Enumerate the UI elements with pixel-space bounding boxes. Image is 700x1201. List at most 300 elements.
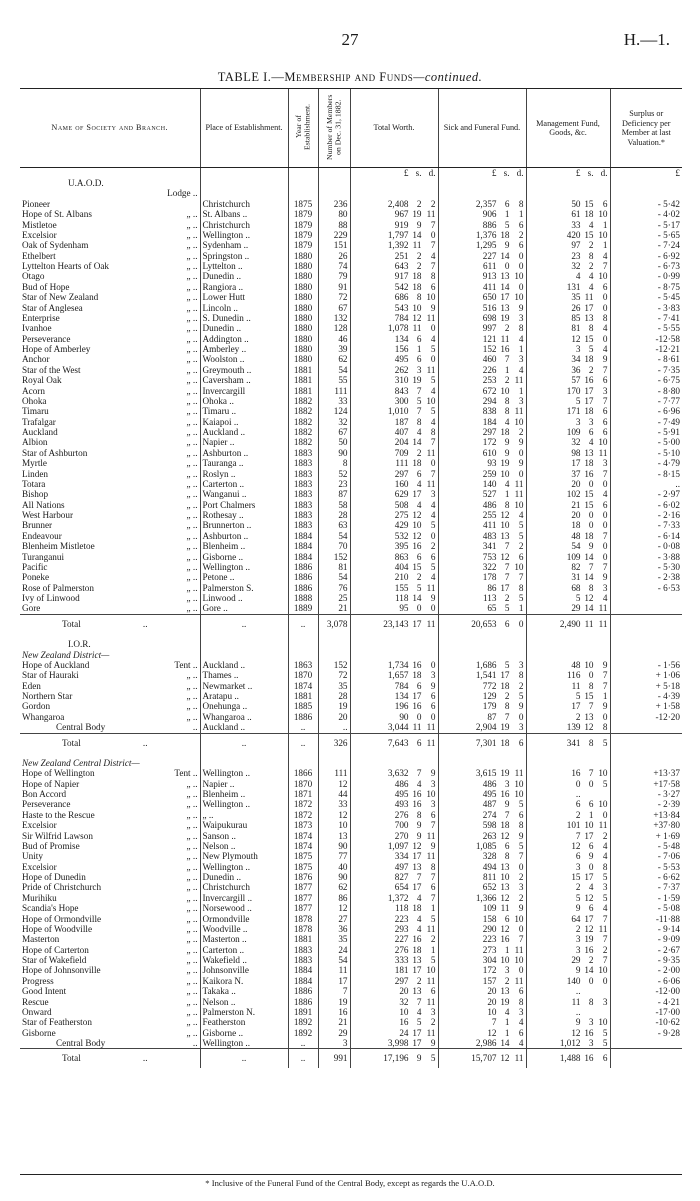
members-cell: 152 bbox=[318, 660, 350, 670]
total-worth-cell bbox=[350, 1007, 438, 1017]
surplus-cell: - 5·53 bbox=[610, 862, 682, 872]
total-worth-cell-d: 7 bbox=[430, 872, 436, 882]
place-cell: Amberley .. bbox=[200, 344, 288, 354]
total-worth-cell bbox=[350, 712, 438, 722]
sick-funeral-cell bbox=[438, 976, 526, 986]
branch-name-cell bbox=[20, 820, 200, 830]
management-sum bbox=[526, 614, 610, 633]
sick-funeral-cell bbox=[438, 593, 526, 603]
management-cell bbox=[526, 365, 610, 375]
total-worth-cell-d: 7 bbox=[430, 240, 436, 251]
total-label: Total bbox=[62, 618, 81, 629]
total-worth-cell-d: 3 bbox=[430, 670, 436, 681]
surplus-cell: +37·80 bbox=[610, 820, 682, 830]
sick-funeral-cell-d: 3 bbox=[518, 882, 524, 893]
total-worth-cell bbox=[350, 1038, 438, 1049]
members-cell: 58 bbox=[318, 500, 350, 510]
sick-funeral-cell-s: 5 bbox=[504, 603, 510, 614]
sick-funeral-cell-s: 1 bbox=[504, 209, 510, 220]
management-cell-l: 109 bbox=[566, 427, 581, 437]
table-row bbox=[20, 882, 682, 892]
table-row bbox=[20, 872, 682, 882]
table-row bbox=[20, 396, 682, 406]
management-cell bbox=[526, 670, 610, 680]
total-worth-cell bbox=[350, 681, 438, 691]
sick-funeral-cell-l: 772 bbox=[482, 680, 497, 691]
surplus-cell: - 8·15 bbox=[610, 469, 682, 479]
surplus-cell: - 5·10 bbox=[610, 448, 682, 458]
sick-funeral-cell-s: 5 bbox=[504, 219, 510, 230]
sick-funeral-cell-d: 10 bbox=[514, 292, 524, 303]
branch-name-cell bbox=[20, 448, 200, 458]
total-worth-cell-s: 7 bbox=[416, 996, 422, 1007]
total-worth-cell-s: 10 bbox=[412, 302, 422, 313]
management-cell-s: 13 bbox=[584, 711, 594, 722]
management-cell-l: 6 bbox=[575, 799, 581, 810]
management-cell-s: 11 bbox=[584, 292, 594, 303]
total-worth-cell-d: 0 bbox=[430, 323, 436, 334]
management-cell-d: 4 bbox=[602, 323, 608, 334]
management-cell-s: 9 bbox=[588, 541, 594, 552]
total-row bbox=[20, 733, 682, 752]
total-worth-cell-s: 4 bbox=[416, 892, 422, 903]
management-cell-d: 1 bbox=[602, 240, 608, 251]
members-cell: 54 bbox=[318, 572, 350, 582]
ditto-mark: „ .. bbox=[186, 551, 198, 562]
sick-funeral-cell-s: 9 bbox=[504, 447, 510, 458]
sick-funeral-cell bbox=[438, 914, 526, 924]
total-worth-cell-s: 4 bbox=[416, 913, 422, 924]
year-cell: 1881 bbox=[288, 386, 318, 396]
management-cell-d: 10 bbox=[598, 965, 608, 976]
management-cell-d: 7 bbox=[602, 670, 608, 681]
total-worth-cell-l: 1,078 bbox=[387, 323, 409, 334]
sick-funeral-cell-s: 1 bbox=[504, 364, 510, 375]
management-cell bbox=[526, 955, 610, 965]
branch-name: Bud of Promise bbox=[22, 840, 80, 851]
management-cell-d: 5 bbox=[602, 778, 608, 789]
total-worth-sum-l: 17,196 bbox=[383, 1053, 409, 1064]
management-cell-l: 102 bbox=[566, 489, 581, 500]
management-cell-d: 7 bbox=[602, 468, 608, 479]
total-worth-cell-d: 5 bbox=[430, 375, 436, 386]
management-cell-s: 18 bbox=[584, 458, 594, 469]
sick-funeral-cell-l: 838 bbox=[482, 406, 497, 417]
surplus-cell: - 7·24 bbox=[610, 240, 682, 250]
surplus-cell: - 9·35 bbox=[610, 955, 682, 965]
management-cell-s: 8 bbox=[588, 996, 594, 1007]
sick-funeral-cell bbox=[438, 1007, 526, 1017]
sick-funeral-cell-d: 9 bbox=[518, 830, 524, 841]
sick-funeral-cell bbox=[438, 209, 526, 219]
sick-funeral-cell-d: 0 bbox=[518, 250, 524, 261]
total-worth-cell bbox=[350, 722, 438, 733]
management-cell-d: 7 bbox=[602, 364, 608, 375]
sick-funeral-cell-l: 486 bbox=[482, 778, 497, 789]
management-cell bbox=[526, 1038, 610, 1049]
members-cell: 72 bbox=[318, 670, 350, 680]
management-cell-s: 3 bbox=[588, 416, 594, 427]
table-row bbox=[20, 820, 682, 830]
place-cell: Thames .. bbox=[200, 670, 288, 680]
total-worth-cell-l: 495 bbox=[394, 354, 409, 365]
place-cell: Napier .. bbox=[200, 779, 288, 789]
branch-name: Gordon bbox=[22, 701, 51, 712]
management-cell-l: 116 bbox=[567, 670, 581, 681]
management-cell-d: 6 bbox=[602, 416, 608, 427]
sick-funeral-cell-l: 259 bbox=[482, 468, 497, 479]
total-worth-cell bbox=[350, 261, 438, 271]
year-cell: 1886 bbox=[288, 583, 318, 593]
total-worth-cell-s: 15 bbox=[412, 561, 422, 572]
branch-name: Pride of Christchurch bbox=[22, 882, 102, 893]
members-cell: 50 bbox=[318, 437, 350, 447]
table-row bbox=[20, 691, 682, 701]
branch-name-cell bbox=[20, 479, 200, 489]
year-cell: 1875 bbox=[288, 199, 318, 209]
table-row bbox=[20, 670, 682, 680]
management-cell-l: 7 bbox=[575, 830, 581, 841]
sick-funeral-cell-d: 4 bbox=[518, 333, 524, 344]
sick-funeral-cell-s: 14 bbox=[500, 1038, 510, 1048]
management-cell-d: 11 bbox=[598, 820, 608, 831]
sick-funeral-cell-l: 672 bbox=[482, 385, 497, 396]
place-cell: Aratapu .. bbox=[200, 691, 288, 701]
total-worth-cell bbox=[350, 500, 438, 510]
sick-funeral-cell-d: 10 bbox=[514, 416, 524, 427]
total-worth-cell bbox=[350, 552, 438, 562]
members-cell: 91 bbox=[318, 282, 350, 292]
place-cell: Wellington .. bbox=[200, 1038, 288, 1049]
table-row bbox=[20, 1028, 682, 1038]
ditto-mark: „ .. bbox=[186, 789, 198, 799]
management-cell-l: 4 bbox=[575, 271, 581, 282]
management-cell-l: 35 bbox=[571, 292, 581, 303]
branch-name: Whangaroa bbox=[22, 711, 65, 722]
total-worth-cell-d: 6 bbox=[430, 281, 436, 292]
year-cell: 1873 bbox=[288, 820, 318, 830]
sick-funeral-cell-s: 1 bbox=[504, 944, 510, 955]
sick-funeral-sum-s: 18 bbox=[500, 737, 510, 748]
surplus-cell: - 7·35 bbox=[610, 365, 682, 375]
sick-funeral-cell-s: 4 bbox=[504, 416, 510, 427]
sick-funeral-cell-s: 13 bbox=[500, 882, 510, 893]
management-cell-d: 0 bbox=[602, 809, 608, 820]
total-worth-cell-s: 8 bbox=[416, 292, 422, 303]
management-cell-d: 0 bbox=[602, 975, 608, 986]
branch-name-cell bbox=[20, 768, 200, 778]
total-worth-cell-s: 0 bbox=[416, 603, 422, 614]
table-row bbox=[20, 799, 682, 809]
management-cell-d: 10 bbox=[598, 437, 608, 448]
sick-funeral-cell-l: 273 bbox=[482, 944, 497, 955]
branch-name: Haste to the Rescue bbox=[22, 809, 95, 820]
year-cell: 1878 bbox=[288, 924, 318, 934]
sick-funeral-cell-s: 16 bbox=[500, 344, 510, 354]
ditto-mark: „ .. bbox=[186, 541, 198, 552]
ditto-mark: „ .. bbox=[186, 209, 198, 220]
management-cell bbox=[526, 1017, 610, 1027]
total-worth-cell-d: 9 bbox=[430, 680, 436, 691]
sick-funeral-cell-s: 13 bbox=[500, 530, 510, 541]
sick-funeral-cell-l: 753 bbox=[482, 551, 497, 562]
management-cell-l: 17 bbox=[571, 701, 581, 712]
year-cell: 1886 bbox=[288, 572, 318, 582]
sick-funeral-cell bbox=[438, 882, 526, 892]
sick-funeral-cell bbox=[438, 375, 526, 385]
table-row bbox=[20, 500, 682, 510]
branch-name: Star of Featherston bbox=[22, 1017, 92, 1028]
sick-funeral-cell bbox=[438, 712, 526, 722]
table-row bbox=[20, 593, 682, 603]
total-worth-cell bbox=[350, 603, 438, 614]
management-cell-d: 9 bbox=[602, 659, 608, 670]
total-worth-cell bbox=[350, 965, 438, 975]
sick-funeral-cell-l: 1,541 bbox=[475, 670, 497, 681]
total-worth-cell-l: 654 bbox=[394, 882, 409, 893]
sick-funeral-cell bbox=[438, 965, 526, 975]
money-unit: s. bbox=[587, 168, 594, 178]
branch-name-cell bbox=[20, 893, 200, 903]
branch-name-cell bbox=[20, 303, 200, 313]
branch-name-cell bbox=[20, 945, 200, 955]
management-cell bbox=[526, 903, 610, 913]
sick-funeral-cell-d: 10 bbox=[514, 499, 524, 510]
management-cell-s: 14 bbox=[584, 551, 594, 562]
total-worth-cell bbox=[350, 199, 438, 209]
management-cell-d: 7 bbox=[602, 261, 608, 271]
surplus-cell: - 2·38 bbox=[610, 572, 682, 582]
ditto-mark: „ .. bbox=[186, 354, 198, 365]
surplus-cell: - 0·08 bbox=[610, 541, 682, 551]
place-cell: S. Dunedin .. bbox=[200, 313, 288, 323]
total-worth-cell-l: 156 bbox=[394, 344, 409, 354]
total-worth-cell-l: 310 bbox=[394, 375, 409, 386]
surplus-cell: + 1·58 bbox=[610, 701, 682, 711]
branch-name: Mistletoe bbox=[22, 219, 57, 230]
ditto-mark: „ .. bbox=[186, 499, 198, 510]
total-worth-cell-d: 11 bbox=[426, 312, 436, 323]
section-title: U.A.O.D. bbox=[68, 178, 104, 189]
table-row bbox=[20, 489, 682, 499]
total-worth-cell-l: 1,010 bbox=[387, 406, 409, 417]
total-worth-cell-d: 11 bbox=[426, 996, 436, 1007]
total-worth-cell-s: 4 bbox=[416, 1006, 422, 1017]
management-cell-s: 3 bbox=[588, 1017, 594, 1028]
place-cell: Onehunga .. bbox=[200, 701, 288, 711]
management-cell-s: 8 bbox=[588, 323, 594, 334]
sick-funeral-cell-s: 1 bbox=[504, 1027, 510, 1038]
total-worth-cell-s: 4 bbox=[416, 923, 422, 934]
sick-funeral-cell-d: 11 bbox=[514, 944, 524, 955]
sick-funeral-cell-l: 178 bbox=[482, 572, 497, 583]
place-cell: Rangiora .. bbox=[200, 282, 288, 292]
total-worth-cell bbox=[350, 882, 438, 892]
total-worth-cell-d: 4 bbox=[430, 510, 436, 520]
management-cell-s: 8 bbox=[588, 582, 594, 593]
management-cell-l: 5 bbox=[575, 892, 581, 903]
total-worth-cell-l: 700 bbox=[394, 820, 409, 831]
money-unit: d. bbox=[428, 168, 436, 178]
management-cell-s bbox=[581, 1007, 594, 1017]
total-worth-cell-s: 9 bbox=[416, 830, 422, 841]
table-row bbox=[20, 851, 682, 861]
total-worth-cell-d: 9 bbox=[430, 768, 436, 779]
total-worth-cell bbox=[350, 872, 438, 882]
management-cell-s: 15 bbox=[584, 691, 594, 701]
total-worth-cell-d: 0 bbox=[430, 354, 436, 365]
table-row bbox=[20, 779, 682, 789]
management-cell-s: 14 bbox=[584, 572, 594, 583]
management-cell-s: 15 bbox=[584, 198, 594, 209]
sick-funeral-cell-d: 1 bbox=[518, 603, 524, 614]
sick-funeral-cell-d: 6 bbox=[518, 809, 524, 820]
management-sum-d: 11 bbox=[598, 618, 608, 629]
surplus-cell: - 9·14 bbox=[610, 924, 682, 934]
total-worth-cell bbox=[350, 924, 438, 934]
members-cell: 76 bbox=[318, 583, 350, 593]
year-cell: 1880 bbox=[288, 251, 318, 261]
place-cell: St. Albans .. bbox=[200, 209, 288, 219]
place-cell: Sydenham .. bbox=[200, 240, 288, 250]
sick-funeral-cell-s: 10 bbox=[500, 872, 510, 882]
total-worth-cell-l: 251 bbox=[394, 250, 409, 261]
total-worth-cell-d: 7 bbox=[430, 468, 436, 479]
members-cell: 74 bbox=[318, 261, 350, 271]
management-cell-l: 18 bbox=[571, 520, 581, 531]
total-worth-cell-l: 300 bbox=[394, 395, 409, 406]
management-cell-s: 4 bbox=[588, 281, 594, 292]
sick-funeral-cell-s: 12 bbox=[500, 830, 510, 841]
branch-name: Lyttelton Hearts of Oak bbox=[22, 261, 110, 271]
table-row bbox=[20, 997, 682, 1007]
management-sum-d: 5 bbox=[602, 737, 608, 748]
place-cell: Rothesay .. bbox=[200, 510, 288, 520]
ditto-mark: „ .. bbox=[186, 478, 198, 489]
sick-funeral-sum-d: 0 bbox=[518, 618, 524, 629]
management-cell-d: 11 bbox=[598, 603, 608, 614]
members-cell: 54 bbox=[318, 955, 350, 965]
total-worth-sum-l: 7,643 bbox=[387, 737, 409, 748]
sick-funeral-cell bbox=[438, 893, 526, 903]
sick-funeral-cell bbox=[438, 851, 526, 861]
surplus-cell: - 4·79 bbox=[610, 458, 682, 468]
branch-name: Endeavour bbox=[22, 530, 62, 541]
management-cell-d: 7 bbox=[602, 561, 608, 572]
total-worth-cell-l: 160 bbox=[394, 478, 409, 489]
branch-name-cell bbox=[20, 779, 200, 789]
management-cell-l: 3 bbox=[575, 344, 581, 354]
members-cell: 20 bbox=[318, 712, 350, 722]
total-worth-cell-s: 18 bbox=[412, 670, 422, 681]
total-worth-cell-s: 17 bbox=[412, 1027, 422, 1038]
place-cell: Tauranga .. bbox=[200, 458, 288, 468]
sick-funeral-cell bbox=[438, 670, 526, 680]
money-unit: s. bbox=[415, 168, 422, 178]
total-worth-cell bbox=[350, 583, 438, 593]
total-worth-cell bbox=[350, 1017, 438, 1027]
total-worth-cell-s: 17 bbox=[412, 882, 422, 893]
total-worth-cell-s: 8 bbox=[416, 416, 422, 427]
management-cell-l: 32 bbox=[571, 437, 581, 448]
total-worth-cell-l: 32 bbox=[399, 996, 409, 1007]
branch-name-cell bbox=[20, 1038, 200, 1049]
total-worth-cell-s: 17 bbox=[412, 1038, 422, 1048]
ditto-mark: „ .. bbox=[186, 250, 198, 261]
year-cell: 1872 bbox=[288, 799, 318, 809]
total-worth-cell-l: 1,372 bbox=[387, 892, 409, 903]
year-cell: 1877 bbox=[288, 882, 318, 892]
sick-funeral-cell-d: 9 bbox=[518, 458, 524, 469]
management-cell-s: 6 bbox=[588, 427, 594, 437]
surplus-cell: - 8·61 bbox=[610, 354, 682, 364]
sick-funeral-cell-l: 255 bbox=[482, 510, 497, 520]
members-cell: 33 bbox=[318, 396, 350, 406]
management-cell bbox=[526, 799, 610, 809]
page-header bbox=[0, 30, 700, 54]
section-subtitle-row bbox=[20, 758, 682, 768]
management-cell bbox=[526, 851, 610, 861]
branch-name: Perseverance bbox=[22, 333, 71, 344]
sick-funeral-cell-l: 997 bbox=[482, 323, 497, 334]
ditto-mark: „ .. bbox=[186, 572, 198, 583]
table-title-main: Membership and Funds bbox=[284, 70, 414, 84]
sick-funeral-cell bbox=[438, 603, 526, 614]
total-worth-cell-l: 293 bbox=[394, 923, 409, 934]
total-worth-cell bbox=[350, 976, 438, 986]
branch-name: Ohoka bbox=[22, 395, 47, 406]
money-unit-cell bbox=[438, 168, 526, 179]
sick-funeral-cell bbox=[438, 722, 526, 733]
year-cell: 1872 bbox=[288, 810, 318, 820]
management-cell bbox=[526, 681, 610, 691]
sick-funeral-cell-s: 17 bbox=[500, 292, 510, 303]
total-worth-cell-d: 9 bbox=[430, 302, 436, 313]
management-cell-l: 29 bbox=[571, 955, 581, 965]
sick-funeral-cell-l: 12 bbox=[487, 1027, 497, 1038]
table-row bbox=[20, 660, 682, 670]
sick-funeral-cell-s: 6 bbox=[504, 198, 510, 209]
branch-name: Oak of Sydenham bbox=[22, 240, 89, 251]
place-cell: Wakefield .. bbox=[200, 955, 288, 965]
ditto-mark: .. bbox=[192, 722, 198, 733]
surplus-cell: - 5·65 bbox=[610, 230, 682, 240]
total-worth-cell-s: 10 bbox=[412, 520, 422, 531]
table-row bbox=[20, 768, 682, 778]
total-worth-sum-d: 5 bbox=[430, 1053, 436, 1064]
sick-funeral-cell bbox=[438, 271, 526, 281]
ditto-mark: „ .. bbox=[186, 1027, 198, 1038]
total-worth-cell-l: 24 bbox=[399, 1027, 409, 1038]
branch-name: Hope of Woodville bbox=[22, 923, 93, 934]
section-subtitle: New Zealand District— bbox=[22, 649, 110, 660]
table-row bbox=[20, 1017, 682, 1027]
total-worth-cell-d: 0 bbox=[430, 711, 436, 722]
table-row bbox=[20, 831, 682, 841]
management-cell bbox=[526, 945, 610, 955]
year-cell: 1884 bbox=[288, 976, 318, 986]
management-cell bbox=[526, 396, 610, 406]
year-cell: .. bbox=[288, 1038, 318, 1049]
year-cell: 1883 bbox=[288, 510, 318, 520]
money-unit: £ bbox=[491, 168, 497, 178]
sick-funeral-cell-d: 3 bbox=[518, 395, 524, 406]
branch-name: Sir Wilfrid Lawson bbox=[22, 830, 93, 841]
branch-name-cell bbox=[20, 261, 200, 271]
total-worth-cell-d: 2 bbox=[430, 541, 436, 552]
branch-name-cell bbox=[20, 334, 200, 344]
total-worth-sum bbox=[350, 614, 438, 633]
